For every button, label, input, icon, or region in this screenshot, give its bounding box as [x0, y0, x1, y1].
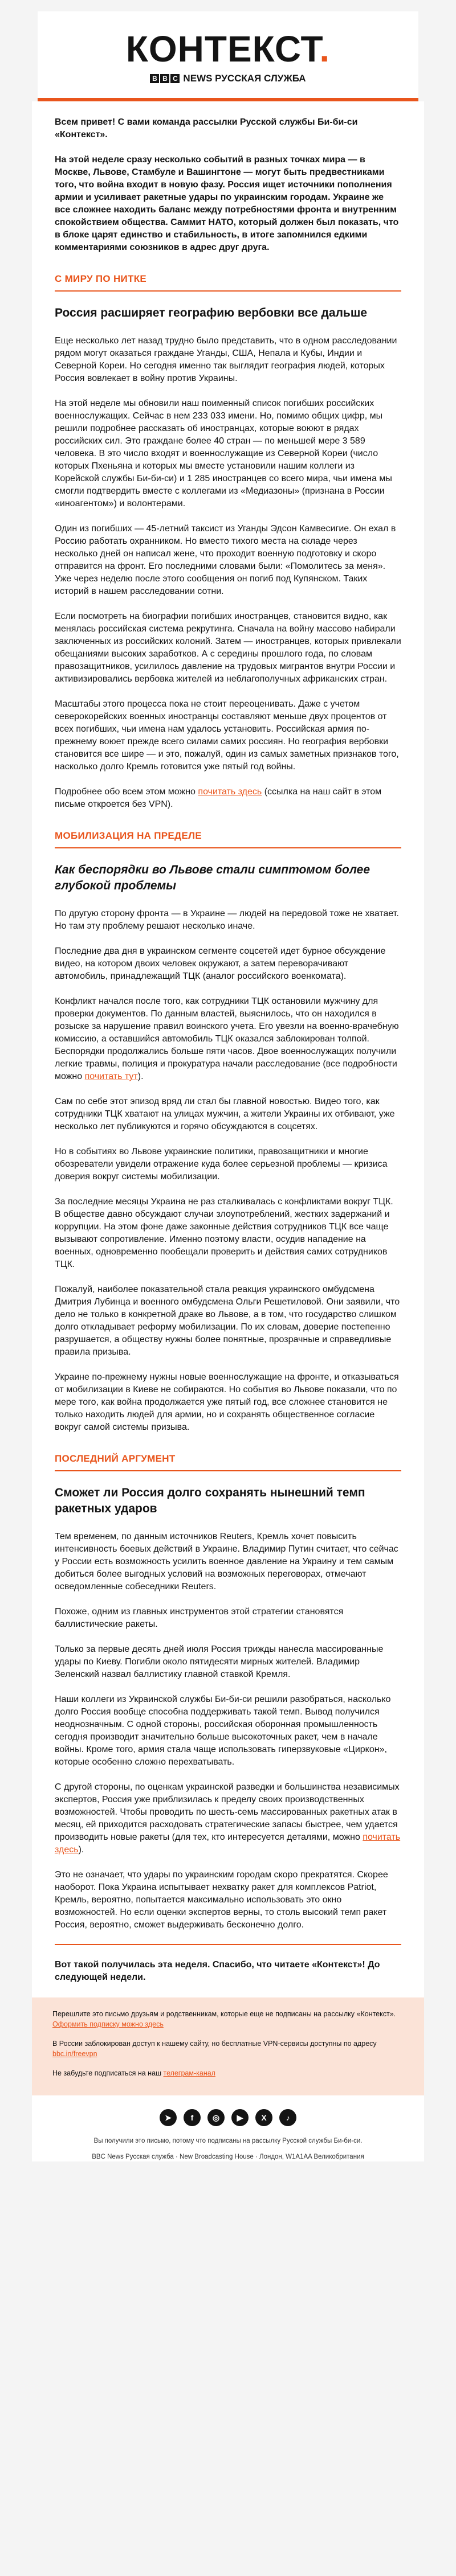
facebook-icon[interactable]: f: [184, 2109, 201, 2126]
greeting: Всем привет! С вами команда рассылки Русской службы Би-би-си «Контекст».: [55, 117, 358, 140]
content: [32, 116, 424, 1984]
section-label-2: МОБИЛИЗАЦИЯ НА ПРЕДЕЛЕ: [55, 830, 202, 841]
social-links: [32, 2095, 424, 2136]
masthead: [38, 11, 418, 101]
paragraph: На этой неделе мы обновили наш поименный список погибших российских военнослужащих. Сейчас в нем 233 033 имени. Но, помимо общих цифр, мы решили подробнее рассказать об иностранцах, которые воюют в рядах российских сил. Это граждане более 40 стран — по меньшей мере 3 589 человека. В это число входят и военнослужащие из Северной Кореи (число которых Пхеньяна и которых мы вместе установили нашим коллеги из Корейской службы Би-би-си) и 1 285 иностранцев со всего мира, чьи имена мы смогли подтвердить вместе с коллегами из «Медиазоны» (признана в России «иноагентом») и волонтерами.: [55, 399, 392, 508]
section-label-1: С МИРУ ПО НИТКЕ: [55, 273, 147, 284]
divider: [55, 1470, 401, 1471]
paragraph: Это не означает, что удары по украинским городам скоро прекратятся. Скорее наоборот. Пока Украина испытывает нехватку ракет для комплексов Patriot, Кремль, вероятно, попытается максимально использовать это окно возможностей. Но если оценки экспертов верны, то столь высокий темп ракет Россия, вероятно, сможет выдерживать бесконечно долго.: [55, 1870, 388, 1930]
divider: [55, 1944, 401, 1945]
read-more-link[interactable]: почитать тут: [84, 1072, 138, 1081]
paragraph: С другой стороны, по оценкам украинской разведки и большинства независимых экспертов, Россия уже приблизилась к пределу своих производственных возможностей. Чтобы проводить по шесть-семь массированных ракетных атак в месяц, ей приходится расходовать стратегические запасы быстрее, чем удается производить новые ракеты (для тех, кто интересуется деталями, можно почитать здесь).: [55, 1782, 401, 1855]
logo-dot: .: [319, 28, 331, 69]
paragraph: Подробнее обо всем этом можно почитать здесь (ссылка на наш сайт в этом письме откроется без VPN).: [55, 787, 382, 809]
subscribe-notice: [32, 1997, 424, 2095]
paragraph: Похоже, одним из главных инструментов этой стратегии становятся баллистические ракеты.: [55, 1607, 344, 1629]
paragraph: Конфликт начался после того, как сотрудники ТЦК остановили мужчину для проверки документов. По данным властей, выяснилось, что он находился в розыске за нарушение правил воинского учета. Его увезли на военно-врачебную комиссию, а оставшийся автомобиль ТЦК оказался заблокирован толпой. Беспорядки продолжались больше пяти часов. Двое военнослужащих получили легкие травмы, полиция и прокуратура начали расследование (все подробности можно почитать тут).: [55, 996, 399, 1081]
vpn-link[interactable]: bbc.in/freevpn: [52, 2050, 97, 2058]
logo[interactable]: [38, 28, 418, 69]
x-icon[interactable]: X: [255, 2109, 272, 2126]
bbc-service-line: [38, 73, 418, 84]
service-name: NEWS РУССКАЯ СЛУЖБА: [183, 73, 306, 84]
notice-telegram: Не забудьте подписаться на наш телеграм-канал: [52, 2069, 215, 2077]
paragraph: Только за первые десять дней июля Россия трижды нанесла массированные удары по Киеву. Погибли около пятидесяти мирных жителей. Владимир Зеленский назвал баллистику главной ставкой Кремля.: [55, 1644, 384, 1679]
article-title-1: Россия расширяет географию вербовки все дальше: [55, 306, 367, 319]
sign-off: Вот такой получилась эта неделя. Спасибо, что читаете «Контекст»! До следующей недели.: [55, 1960, 380, 1982]
paragraph: Украине по-прежнему нужны новые военнослужащие на фронте, и отказываться от мобилизации в Киеве не собираются. Но события во Львове показали, что по мере того, как война продолжается уже пятый год, все сложнее становится не только находить людей для армии, но и сохранять общественное согласие вокруг самой системы призыва.: [55, 1372, 399, 1432]
paragraph: Один из погибших — 45-летний таксист из Уганды Эдсон Камвесигие. Он ехал в Россию работать охранником. Но вместо тихого места на складе через несколько дней он написал жене, что проходит военную подготовку и скоро отправится на фронт. Его последними словами были: «Помолитесь за меня». Уже через неделю после этого сообщения он погиб под Купянском. Таких историй в нашем расследовании сотни.: [55, 524, 396, 596]
paragraph: По другую сторону фронта — в Украине — людей на передовой тоже не хватает. Но там эту проблему решают несколько иначе.: [55, 909, 399, 931]
paragraph: Но в событиях во Львове украинские политики, правозащитники и многие обозреватели увидели отражение куда более серьезной проблемы — кризиса доверия вокруг системы мобилизации.: [55, 1147, 388, 1182]
postal-address: BBC News Русская служба · New Broadcasting House · Лондон, W1A1AA Великобритания: [92, 2153, 364, 2160]
divider: [55, 847, 401, 848]
paragraph: За последние месяцы Украина не раз сталкивалась с конфликтами вокруг ТЦК. В обществе давно обсуждают случаи злоупотреблений, жестких задержаний и коррупции. На этом фоне даже законные действия сотрудников ТЦК все чаще вызывают сопротивление. Именно поэтому власти, осудив нападение на военных, одновременно пообещали проверить и действия самих сотрудников ТЦК.: [55, 1197, 393, 1269]
telegram-channel-link[interactable]: телеграм-канал: [163, 2069, 215, 2077]
paragraph: Еще несколько лет назад трудно было представить, что в одном расследовании рядом могут оказаться граждане Уганды, США, Непала и Кубы, Индии и Северной Кореи. Но сегодня именно так выглядит география людей, которых Россия вовлекает в войну против Украины.: [55, 336, 397, 383]
paragraph: Сам по себе этот эпизод вряд ли стал бы главной новостью. Видео того, как сотрудники ТЦК хватают на улицах мужчин, а жители Украины их отбивают, уже несколько лет публикуются и горячо обсуждаются в соцсетях.: [55, 1097, 395, 1131]
intro-lead: На этой неделе сразу несколько событий в разных точках мира — в Москве, Львове, Стамбуле и Вашингтоне — могут быть предвестниками того, что война входит в новую фазу. Россия ищет источники пополнения армии и усиливает ракетные удары по украинским городам. Украине же все сложнее находить баланс между потребностями фронта и внутренним спокойствием общества. Саммит НАТО, который должен был показать, что в блоке царят единство и стабильность, в итоге запомнился едкими комментариями союзников в адрес друг друга.: [55, 155, 399, 252]
paragraph: Пожалуй, наиболее показательной стала реакция украинского омбудсмена Дмитрия Лубинца и военного омбудсмена Ольги Решетиловой. Они заявили, что дело не только в конкретной драке во Львове, а в том, что государство слишком долго откладывает реформу мобилизации. По их словам, доверие постепенно разрушается, а обществу нужны более понятные, прозрачные и справедливые правила призыва.: [55, 1285, 400, 1357]
paragraph: Масштабы этого процесса пока не стоит переоценивать. Даже с учетом северокорейских военных иностранцы составляют меньше двух процентов от всех погибших, чьи имена нам удалось установить. Российская армия по-прежнему воюет прежде всего силами самих россиян. Но география вербовки становится все шире — и это, пожалуй, один из самых заметных признаков того, насколько долго Кремль готовится уже пятый год войны.: [55, 699, 399, 772]
read-more-link[interactable]: почитать здесь: [198, 787, 262, 797]
paragraph: Последние два дня в украинском сегменте соцсетей идет бурное обсуждение видео, на котором двоих человек окружают, а затем переворачивают автомобиль, принадлежащий ТЦК (аналог российского военкомата).: [55, 946, 386, 981]
subscription-reason: Вы получили это письмо, потому что подписаны на рассылку Русской службы Би-би-си.: [93, 2138, 363, 2144]
fine-print: [32, 2136, 424, 2161]
header: [32, 0, 424, 101]
paragraph: Если посмотреть на биографии погибших иностранцев, становится видно, как менялась российская система рекрутинга. Сначала на войну массово набирали заключенных из российских колоний. Затем — иностранцев, которых привлекали обещаниями высоких заработков. А с середины прошлого года, по словам правозащитников, усилилось давление на трудовых мигрантов внутри России и активизировались вербовка жителей из неблагополучных африканских стран.: [55, 612, 401, 684]
divider: [55, 290, 401, 292]
logo-text: КОНТЕКСТ: [125, 28, 320, 69]
bbc-logo-icon: B B C: [150, 74, 180, 83]
telegram-icon[interactable]: ➤: [160, 2109, 177, 2126]
youtube-icon[interactable]: ▶: [231, 2109, 249, 2126]
notice-forward: Перешлите это письмо друзьям и родственникам, которые еще не подписаны на рассылку «Контекст». Оформить подписку можно здесь: [52, 2010, 396, 2028]
instagram-icon[interactable]: ◎: [207, 2109, 225, 2126]
paragraph: Тем временем, по данным источников Reuters, Кремль хочет повысить интенсивность боевых действий в Украине. Владимир Путин считает, что сейчас у России есть возможность усилить военное давление на Украину и тем самым добиться более выгодных условий на возможных переговорах, отмечают осведомленные собеседники Reuters.: [55, 1532, 398, 1591]
subscribe-link[interactable]: Оформить подписку можно здесь: [52, 2020, 164, 2028]
tiktok-icon[interactable]: ♪: [279, 2109, 296, 2126]
section-label-3: ПОСЛЕДНИЙ АРГУМЕНТ: [55, 1453, 176, 1464]
paragraph: Наши коллеги из Украинской службы Би-би-си решили разобраться, насколько долго Россия вообще способна поддерживать такой темп. Вывод получился неоднозначным. С одной стороны, российская оборонная промышленность сегодня производит значительно больше высокоточных ракет, чем в начале войны. Кроме того, армия стала чаще использовать гиперзвуковые «Циркон», которые особенно сложно перехватывать.: [55, 1695, 391, 1767]
article-title-2: Как беспорядки во Львове стали симптомом более глубокой проблемы: [55, 863, 370, 892]
article-title-3: Сможет ли Россия долго сохранять нынешний темп ракетных ударов: [55, 1486, 365, 1515]
notice-vpn: В России заблокирован доступ к нашему сайту, но бесплатные VPN-сервисы доступны по адресу bbc.in/freevpn: [52, 2040, 377, 2058]
read-more-link[interactable]: почитать здесь: [55, 1832, 401, 1855]
newsletter: [32, 0, 424, 2161]
